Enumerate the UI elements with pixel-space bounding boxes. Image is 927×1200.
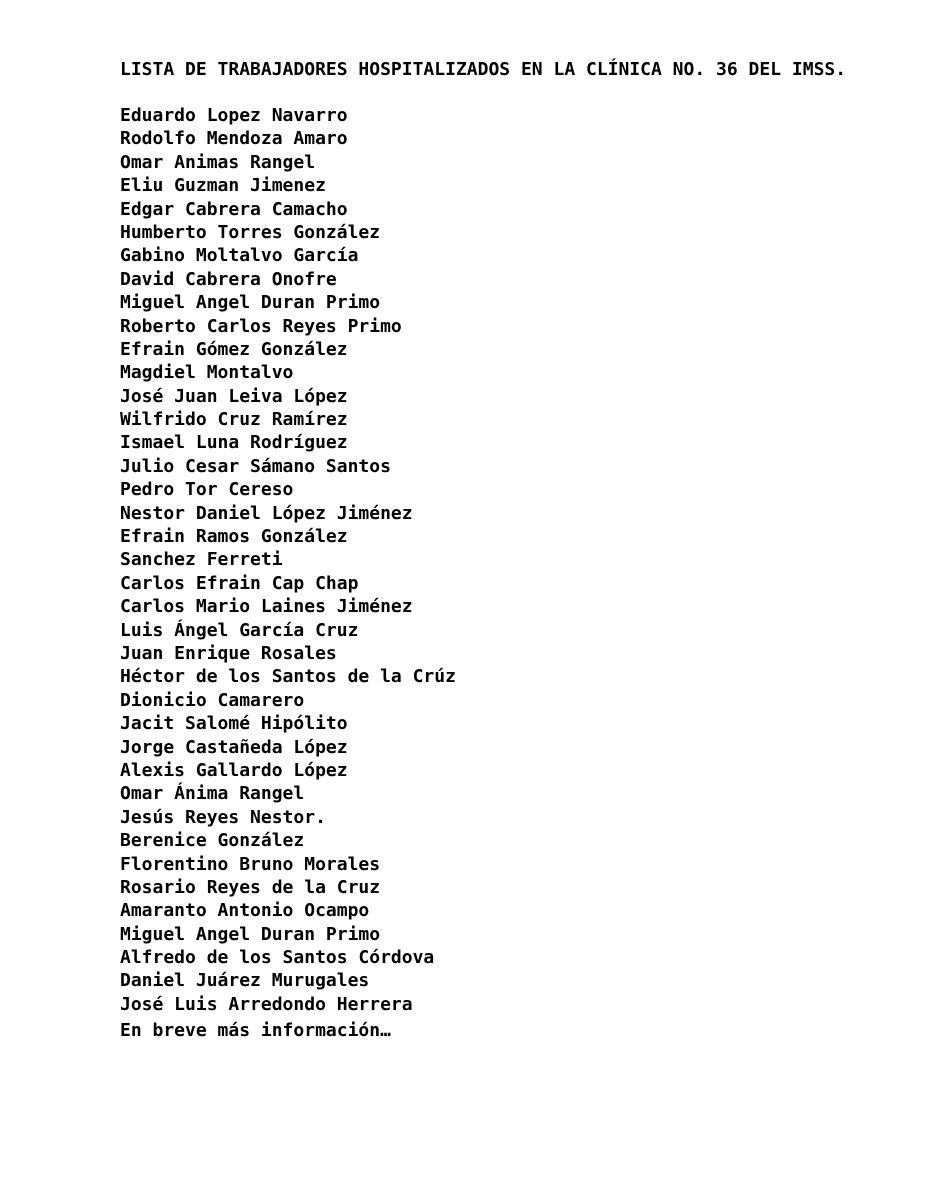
worker-name-item: Luis Ángel García Cruz: [120, 619, 359, 641]
worker-name-item: Roberto Carlos Reyes Primo: [120, 315, 402, 337]
worker-name-item: David Cabrera Onofre: [120, 268, 337, 290]
closing-note: En breve más información…: [120, 1020, 391, 1041]
worker-name-item: Jorge Castañeda López: [120, 736, 348, 758]
worker-name-item: Berenice González: [120, 830, 305, 852]
worker-name-item: Carlos Mario Laines Jiménez: [120, 596, 413, 618]
worker-name-item: Dionicio Camarero: [120, 689, 305, 711]
worker-name-item: Alfredo de los Santos Córdova: [120, 947, 435, 969]
worker-name-item: Efrain Ramos González: [120, 526, 348, 548]
worker-name-item: Jacit Salomé Hipólito: [120, 713, 348, 735]
worker-name-item: Héctor de los Santos de la Crúz: [120, 666, 456, 688]
worker-name-item: José Juan Leiva López: [120, 385, 348, 407]
worker-name-item: Sanchez Ferreti: [120, 549, 283, 571]
worker-name-item: Magdiel Montalvo: [120, 362, 294, 384]
worker-name-item: Edgar Cabrera Camacho: [120, 198, 348, 220]
worker-name-item: Florentino Bruno Morales: [120, 853, 381, 875]
worker-name-item: Carlos Efrain Cap Chap: [120, 572, 359, 594]
worker-name-item: Juan Enrique Rosales: [120, 642, 337, 664]
worker-name-item: José Luis Arredondo Herrera: [120, 993, 413, 1015]
worker-name-item: Jesús Reyes Nestor.: [120, 806, 326, 828]
worker-name-item: Omar Ánima Rangel: [120, 783, 305, 805]
worker-name-item: Ismael Luna Rodríguez: [120, 432, 348, 454]
worker-name-item: Eduardo Lopez Navarro: [120, 105, 348, 126]
worker-name-item: Pedro Tor Cereso: [120, 479, 294, 501]
worker-name-item: Daniel Juárez Murugales: [120, 970, 370, 992]
worker-name-item: Miguel Angel Duran Primo: [120, 292, 381, 314]
worker-name-item: Miguel Angel Duran Primo: [120, 923, 381, 945]
worker-name-list: [120, 104, 456, 1016]
worker-name-item: Rosario Reyes de la Cruz: [120, 876, 381, 898]
document-title: LISTA DE TRABAJADORES HOSPITALIZADOS EN LA CLÍNICA NO. 36 DEL IMSS.: [120, 59, 847, 80]
worker-name-item: Nestor Daniel López Jiménez: [120, 502, 413, 524]
worker-name-item: Rodolfo Mendoza Amaro: [120, 128, 348, 150]
worker-name-item: Humberto Torres González: [120, 221, 381, 243]
worker-name-item: Amaranto Antonio Ocampo: [120, 900, 370, 922]
worker-name-item: Gabino Moltalvo García: [120, 245, 359, 267]
worker-name-item: Efrain Gómez González: [120, 338, 348, 360]
worker-name-item: Wilfrido Cruz Ramírez: [120, 409, 348, 431]
worker-name-item: Omar Animas Rangel: [120, 151, 316, 173]
worker-name-item: Alexis Gallardo López: [120, 759, 348, 781]
worker-name-item: Eliu Guzman Jimenez: [120, 175, 326, 197]
worker-name-item: Julio Cesar Sámano Santos: [120, 455, 391, 477]
